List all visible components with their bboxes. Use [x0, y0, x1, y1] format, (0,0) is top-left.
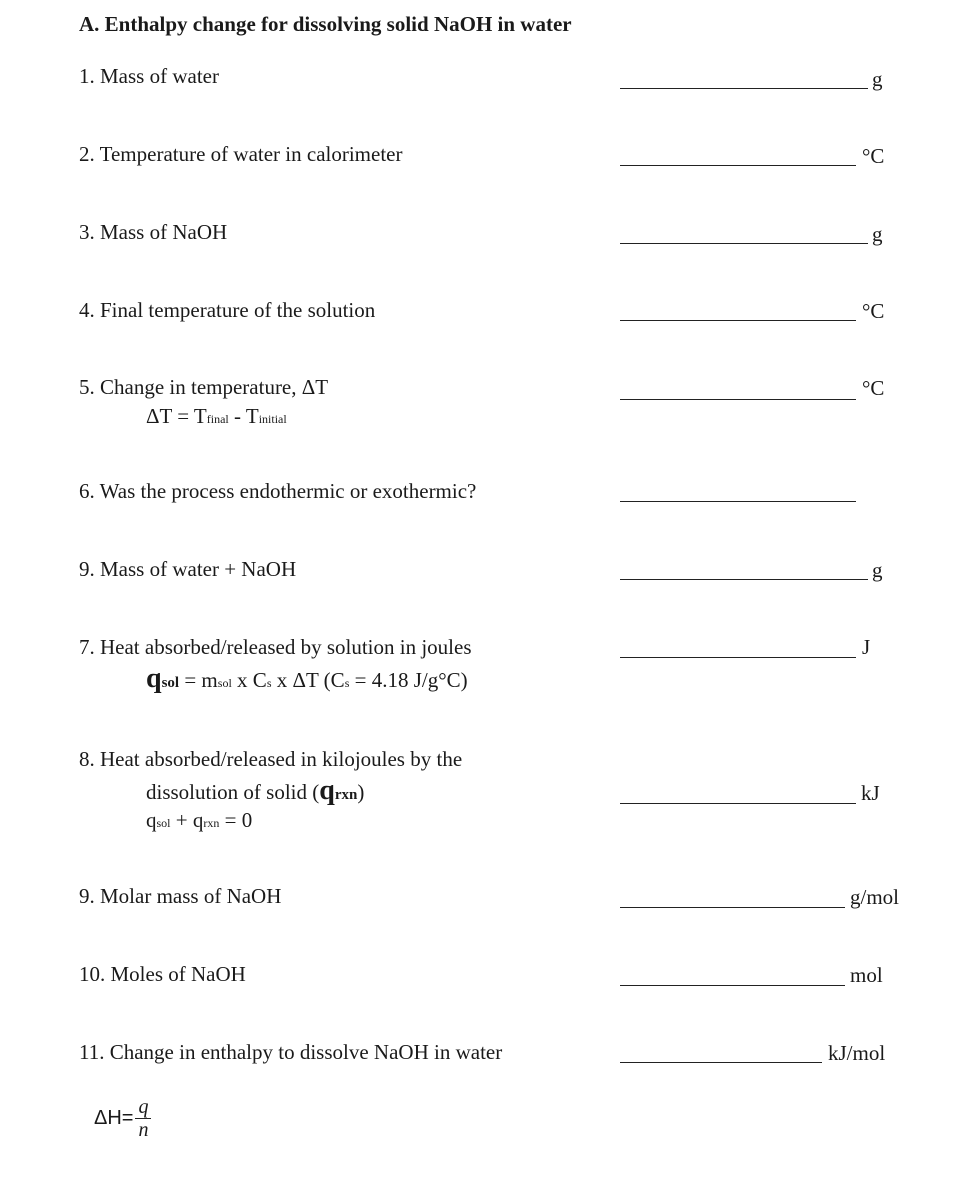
mass-of-water-blank[interactable]	[620, 88, 868, 89]
water-temperature-blank[interactable]	[620, 165, 856, 166]
moles-blank[interactable]	[620, 985, 845, 986]
mass-of-water-unit: g	[872, 67, 883, 91]
sum-plus: + q	[170, 808, 204, 832]
mass-water-naoh-blank[interactable]	[620, 579, 868, 580]
item-heat-joules-label: 7. Heat absorbed/released by solution in joules	[79, 635, 472, 659]
t-final-subscript: final	[206, 412, 229, 426]
q-over-n-fraction	[135, 1096, 151, 1141]
final-temperature-unit: °C	[862, 299, 885, 323]
formula-part-2: x C	[231, 668, 267, 692]
delta-t-formula	[146, 403, 287, 432]
fraction-denominator: n	[138, 1119, 149, 1141]
item-mass-of-naoh-label: 3. Mass of NaOH	[79, 220, 228, 244]
process-type-blank[interactable]	[620, 501, 856, 502]
heat-joules-blank[interactable]	[620, 657, 856, 658]
item-heat-kj-label: 8. Heat absorbed/released in kilojoules by the	[79, 747, 463, 771]
item-final-temperature-label: 4. Final temperature of the solution	[79, 298, 376, 322]
mass-water-naoh-unit: g	[872, 558, 883, 582]
enthalpy-blank[interactable]	[620, 1062, 822, 1063]
t-initial-subscript: initial	[258, 412, 287, 426]
delta-h-formula	[94, 1096, 151, 1141]
sum-equals-zero: = 0	[219, 808, 253, 832]
item-water-temperature-label: 2. Temperature of water in calorimeter	[79, 142, 403, 166]
formula-part-1: = m	[179, 668, 218, 692]
formula-part-4: = 4.18 J/g°C)	[349, 668, 468, 692]
q-rxn-subscript: rxn	[334, 787, 358, 803]
molar-mass-unit: g/mol	[850, 885, 900, 909]
item-mass-of-water-label: 1. Mass of water	[79, 64, 219, 88]
q-sol-formula	[146, 663, 468, 696]
molar-mass-blank[interactable]	[620, 907, 845, 908]
mass-of-naoh-unit: g	[872, 222, 883, 246]
formula-part-3: x ΔT (C	[271, 668, 345, 692]
delta-h-lhs: ΔH=	[94, 1107, 134, 1129]
heat-joules-unit: J	[862, 635, 871, 659]
q-sol-subscript: sol	[161, 675, 180, 691]
q-symbol: q	[146, 663, 162, 694]
q-rxn-symbol: q	[319, 775, 335, 806]
c-s-subscript: s	[266, 676, 272, 690]
closing-paren: )	[357, 780, 365, 804]
item-molar-mass-label: 9. Molar mass of NaOH	[79, 884, 282, 908]
section-title: A. Enthalpy change for dissolving solid NaOH in water	[79, 12, 572, 36]
heat-kj-unit: kJ	[861, 781, 880, 805]
sum-sol-subscript: sol	[156, 816, 171, 830]
delta-t-minus: - T	[228, 404, 259, 428]
item-process-type-label: 6. Was the process endothermic or exothermic?	[79, 479, 477, 503]
mass-of-naoh-blank[interactable]	[620, 243, 868, 244]
dissolution-text: dissolution of solid (	[146, 780, 320, 804]
enthalpy-unit: kJ/mol	[828, 1041, 886, 1065]
c-s-subscript-2: s	[344, 676, 350, 690]
delta-t-formula-lhs: ΔT = T	[146, 404, 207, 428]
sum-rxn-subscript: rxn	[203, 816, 220, 830]
change-in-temperature-unit: °C	[862, 376, 885, 400]
final-temperature-blank[interactable]	[620, 320, 856, 321]
water-temperature-unit: °C	[862, 144, 885, 168]
item-moles-label: 10. Moles of NaOH	[79, 962, 246, 986]
item-mass-water-naoh-label: 9. Mass of water + NaOH	[79, 557, 297, 581]
heat-kj-blank[interactable]	[620, 803, 856, 804]
item-enthalpy-label: 11. Change in enthalpy to dissolve NaOH in water	[79, 1040, 503, 1064]
fraction-numerator: q	[135, 1096, 151, 1119]
m-sol-subscript: sol	[217, 676, 232, 690]
q-sum-formula	[146, 807, 252, 836]
q-sol-symbol: q	[146, 808, 157, 832]
change-in-temperature-blank[interactable]	[620, 399, 856, 400]
item-change-in-temperature-label: 5. Change in temperature, ΔT	[79, 375, 329, 399]
heat-kj-line-2	[146, 775, 365, 808]
moles-unit: mol	[850, 963, 883, 987]
